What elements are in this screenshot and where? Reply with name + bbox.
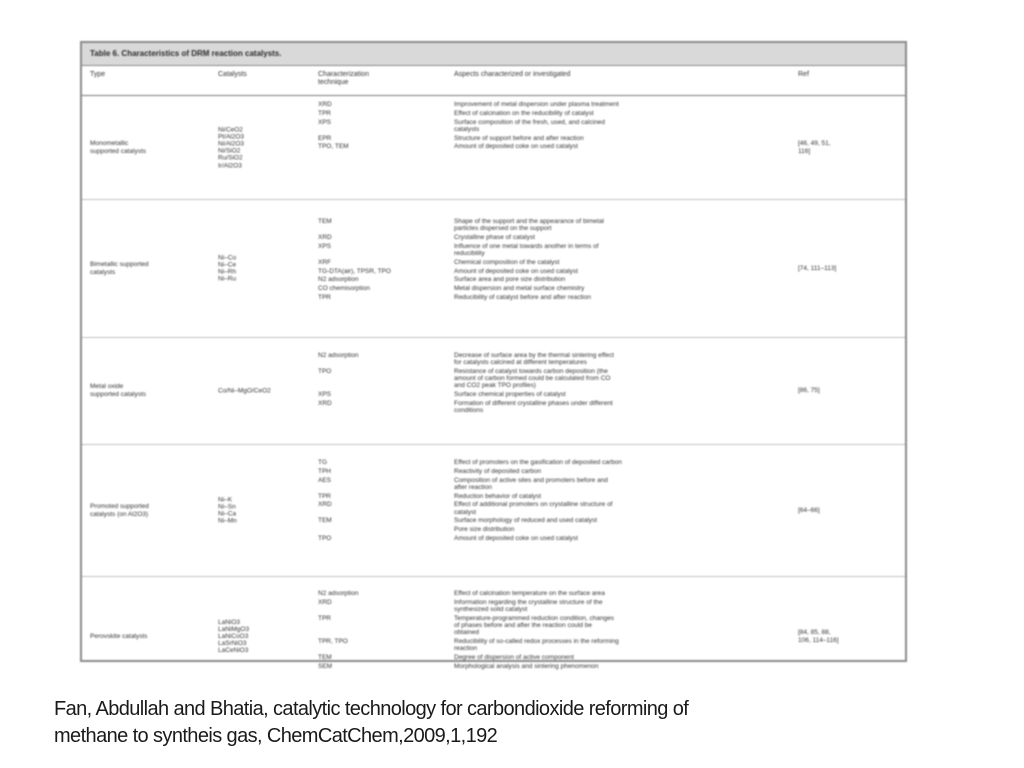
technique-cell: XRD	[318, 501, 332, 509]
catalyst-item: LaNiCoO3	[218, 632, 249, 640]
ref-cell	[798, 629, 898, 645]
catalyst-item: Ni–K	[218, 496, 233, 504]
technique-cell: CO chemisorption	[318, 285, 371, 293]
aspect-cell	[454, 615, 774, 637]
catalyst-type-line: Promoted supported	[90, 502, 149, 510]
aspect-line: synthesized solid catalyst	[454, 606, 528, 613]
catalysts-cell	[218, 126, 308, 169]
catalyst-type-cell	[90, 261, 210, 277]
aspect-line: Surface morphology of reduced and used catalyst	[454, 517, 598, 525]
catalyst-type-cell	[90, 140, 210, 156]
catalyst-type-line: Bimetallic supported	[90, 260, 149, 268]
aspect-cell	[454, 285, 774, 292]
catalyst-item: Ni/Al2O3	[218, 140, 245, 148]
catalyst-item: Ni–Mn	[218, 517, 237, 525]
aspect-line: reaction	[454, 645, 478, 653]
aspect-cell	[454, 493, 774, 500]
aspect-line: for catalysts calcined at different temperatures	[454, 359, 587, 367]
aspect-line: obtained	[454, 629, 479, 637]
aspect-cell	[454, 119, 774, 133]
ref-cell	[798, 507, 898, 515]
catalyst-item: Ni–Co	[218, 254, 237, 262]
catalyst-type-line: catalysts	[90, 268, 116, 276]
aspect-cell	[454, 599, 774, 613]
technique-cell: TPR, TPO	[318, 638, 348, 645]
aspect-line: Effect of additional promoters on crystalline structure of	[454, 501, 613, 509]
technique-cell: N2 adsorption	[318, 276, 359, 284]
catalyst-item: LaNiO3	[218, 618, 241, 626]
aspect-cell	[454, 526, 774, 533]
catalyst-item: LaSrNiO3	[218, 640, 247, 648]
technique-cell: XPS	[318, 118, 332, 126]
catalyst-item: Ir/Al2O3	[218, 161, 242, 169]
citation-line: Fan, Abdullah and Bhatia, catalytic technology for carbondioxide reforming of	[54, 698, 689, 720]
aspect-line: of phases before and after the reaction could be	[454, 622, 593, 629]
catalyst-item: LaCeNiO3	[218, 647, 249, 655]
ref-cell	[798, 140, 898, 156]
aspect-cell	[454, 143, 774, 150]
catalyst-type-cell	[90, 503, 210, 519]
aspect-line: Temperature-programmed reduction condition, changes	[454, 614, 615, 622]
aspect-line: Metal dispersion and metal surface chemistry	[454, 285, 585, 293]
table-group	[82, 577, 905, 696]
technique-cell: TPR	[318, 492, 331, 500]
catalyst-item: Ni/CeO2	[218, 125, 243, 133]
catalysts-cell	[218, 254, 308, 283]
catalyst-item: Ni–Ce	[218, 261, 237, 269]
aspect-cell	[454, 459, 774, 466]
aspect-line: Chemical composition of the catalyst	[454, 258, 560, 266]
aspect-cell	[454, 276, 774, 283]
technique-cell: XRD	[318, 234, 332, 241]
table-group	[82, 338, 905, 445]
technique-cell: TPO	[318, 535, 332, 542]
catalyst-item: Ni/SiO2	[218, 147, 241, 155]
aspect-line: Amount of deposited coke on used catalyst	[454, 535, 578, 542]
technique-cell: TPR	[318, 109, 331, 117]
technique-cell: TPR	[318, 294, 331, 301]
aspect-cell	[454, 259, 774, 266]
table-figure	[80, 41, 907, 670]
aspect-line: Effect of promoters on the gasification of deposited carbon	[454, 459, 622, 466]
table-group	[82, 200, 905, 338]
aspect-line: Amount of deposited coke on used catalyst	[454, 267, 578, 275]
aspect-cell	[454, 501, 774, 515]
aspect-line: Resistance of catalyst towards carbon deposition (the	[454, 368, 608, 375]
aspect-cell	[454, 368, 774, 390]
aspect-line: Degree of dispersion of active component	[454, 654, 574, 661]
ref-line: [64–66]	[798, 506, 820, 514]
table-group	[82, 445, 905, 577]
header-technique	[318, 71, 369, 87]
table-group	[82, 96, 905, 200]
catalyst-item: Ni–Rh	[218, 268, 237, 276]
aspect-cell	[454, 535, 774, 542]
header-ref: Ref	[798, 71, 809, 78]
technique-cell: SEM	[318, 662, 333, 670]
ref-cell	[798, 265, 898, 273]
aspect-cell	[454, 135, 774, 142]
aspect-cell	[454, 517, 774, 524]
catalyst-item: Co/Ni–MgO/CeO2	[218, 387, 271, 395]
technique-cell: N2 adsorption	[318, 590, 359, 597]
catalyst-type-cell	[90, 633, 210, 641]
catalyst-type-line: Monometallic	[90, 139, 129, 147]
table-body	[82, 96, 905, 696]
aspect-line: catalyst	[454, 508, 477, 516]
aspect-line: and CO2 peak TPO profiles)	[454, 382, 536, 390]
catalyst-item: Ni–Ca	[218, 510, 237, 518]
aspect-line: Surface composition of the fresh, used, and calcined	[454, 118, 606, 126]
ref-line: [74, 111–113]	[798, 264, 837, 272]
catalysts-cell	[218, 496, 308, 525]
catalysts-cell	[218, 387, 308, 394]
header-type: Type	[90, 71, 106, 78]
catalyst-type-line: Perovskite catalysts	[90, 632, 148, 640]
catalyst-item: Ru/SiO2	[218, 154, 243, 162]
aspect-line: Amount of deposited coke on used catalyst	[454, 143, 578, 151]
catalyst-type-line: supported catalysts	[90, 147, 147, 155]
catalyst-type-line: Metal oxide	[90, 383, 124, 390]
aspect-line: catalysts	[454, 125, 480, 133]
aspect-cell	[454, 234, 774, 241]
aspect-line: Effect of calcination on the reducibility of catalyst	[454, 109, 594, 117]
aspect-cell	[454, 663, 774, 670]
catalyst-type-cell	[90, 383, 210, 399]
aspect-line: Influence of one metal towards another in terms of	[454, 242, 599, 250]
aspect-cell	[454, 101, 774, 108]
aspect-line: Reduction behavior of catalyst	[454, 492, 542, 500]
ref-line: 106, 114–116]	[798, 636, 839, 644]
citation-text	[54, 696, 954, 750]
aspect-line: Crystalline phase of catalyst	[454, 234, 535, 241]
aspect-line: Structure of support before and after reaction	[454, 134, 584, 142]
aspect-cell	[454, 352, 774, 366]
technique-cell: TG-DTA(air), TPSR, TPO	[318, 267, 391, 275]
technique-cell: N2 adsorption	[318, 352, 359, 359]
technique-cell: XPS	[318, 242, 332, 250]
technique-cell: XPS	[318, 391, 332, 399]
aspect-cell	[454, 590, 774, 597]
aspect-line: Surface area and pore size distribution	[454, 276, 566, 284]
aspect-cell	[454, 400, 774, 414]
aspect-line: Reactivity of deposited carbon	[454, 467, 542, 475]
technique-cell: TEM	[318, 218, 332, 225]
aspect-cell	[454, 468, 774, 475]
ref-cell	[798, 387, 898, 395]
catalyst-type-line: supported catalysts	[90, 391, 147, 398]
technique-cell: TG	[318, 459, 328, 466]
aspect-cell	[454, 654, 774, 661]
aspect-line: Improvement of metal dispersion under plasma treatment	[454, 101, 619, 108]
aspect-cell	[454, 477, 774, 491]
aspect-line: conditions	[454, 407, 484, 415]
technique-cell: TPO	[318, 368, 332, 375]
aspect-line: Composition of active sites and promoters before and	[454, 476, 608, 484]
header-aspects: Aspects characterized or investigated	[454, 71, 571, 78]
header-technique-line: Characterization	[318, 71, 369, 78]
aspect-line: Pore size distribution	[454, 526, 515, 534]
aspect-cell	[454, 294, 774, 301]
table-header-row	[82, 66, 905, 96]
table-caption: Table 6. Characteristics of DRM reaction catalysts.	[82, 43, 905, 66]
aspect-line: Reducibility of so-called redox processes in the reforming	[454, 638, 619, 645]
catalyst-item: LaNiMgO3	[218, 625, 250, 633]
aspect-line: reducibility	[454, 250, 485, 257]
catalyst-item: Pt/Al2O3	[218, 133, 245, 141]
ref-line: [46, 49, 51,	[798, 139, 831, 147]
aspect-line: particles dispersed on the support	[454, 225, 552, 233]
aspect-line: Information regarding the crystalline structure of the	[454, 598, 603, 606]
aspect-line: Reducibility of catalyst before and after reaction	[454, 294, 591, 301]
aspect-cell	[454, 638, 774, 652]
aspect-cell	[454, 391, 774, 398]
aspect-line: Decrease of surface area by the thermal sintering effect	[454, 352, 614, 359]
header-catalysts: Catalysts	[218, 71, 247, 78]
aspect-cell	[454, 243, 774, 257]
aspect-cell	[454, 218, 774, 232]
technique-cell: TEM	[318, 517, 332, 525]
aspect-line: Effect of calcination temperature on the surface area	[454, 590, 605, 597]
technique-cell: XRF	[318, 258, 331, 266]
aspect-line: Shape of the support and the appearance of bimetal	[454, 218, 604, 225]
aspect-line: Morphological analysis and sintering phenomenon	[454, 662, 599, 670]
technique-cell: TPR	[318, 614, 331, 622]
aspect-line: Formation of different crystalline phases under different	[454, 400, 613, 407]
header-technique-line: technique	[318, 79, 349, 86]
aspect-line: Surface chemical properties of catalyst	[454, 391, 566, 399]
technique-cell: XRD	[318, 598, 332, 606]
technique-cell: EPR	[318, 134, 332, 142]
citation-line: methane to syntheis gas, ChemCatChem,2009,1,192	[54, 725, 498, 747]
technique-cell: TPH	[318, 467, 331, 475]
technique-cell: XRD	[318, 101, 332, 108]
ref-line: [86, 75]	[798, 387, 820, 394]
ref-line: 116]	[798, 147, 811, 155]
catalyst-item: Ni–Ru	[218, 275, 237, 283]
catalyst-type-line: catalysts (on Al2O3)	[90, 510, 149, 518]
technique-cell: AES	[318, 476, 332, 484]
aspect-cell	[454, 268, 774, 275]
technique-cell: TEM	[318, 654, 332, 661]
technique-cell: XRD	[318, 400, 332, 407]
aspect-line: amount of carbon formed could be calculated from CO	[454, 375, 611, 383]
aspect-cell	[454, 110, 774, 117]
ref-line: [84, 85, 88,	[798, 628, 831, 636]
aspect-line: after reaction	[454, 483, 492, 491]
catalyst-item: Ni–Sn	[218, 503, 236, 511]
technique-cell: TPO, TEM	[318, 143, 349, 151]
catalysts-cell	[218, 618, 308, 654]
